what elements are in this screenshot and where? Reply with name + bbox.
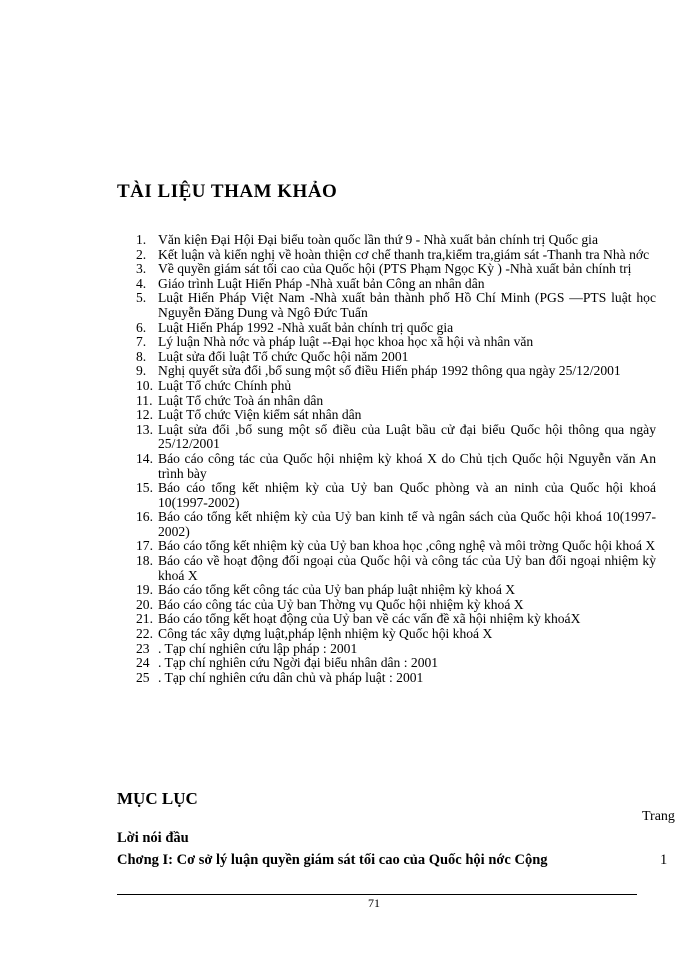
reference-item [136,452,656,481]
reference-item [136,671,656,686]
reference-item [136,612,656,627]
reference-item [136,394,656,409]
toc-entry-chapter-1: Chơng I: Cơ sở lý luận quyền giám sát tối cao của Quốc hội nớc Cộng [117,852,548,868]
reference-number: 21. [136,611,153,627]
reference-number: 12. [136,407,153,423]
reference-item [136,481,656,510]
reference-text: Luật Tổ chức Toà án nhân dân [158,392,324,408]
reference-text: Báo cáo tổng kết nhiệm kỳ của Uỷ ban kinh tế và ngân sách của Quốc hội khoá 10(1997-2002) [158,509,656,539]
reference-text: . Tạp chí nghiên cứu dân chủ và pháp luật : 2001 [158,669,424,685]
reference-item [136,262,656,277]
reference-item [136,642,656,657]
reference-number: 22. [136,626,153,642]
reference-item [136,423,656,452]
reference-item [136,627,656,642]
reference-text: Báo cáo công tác của Uỷ ban Thờng vụ Quốc hội nhiệm kỳ khoá X [158,596,524,612]
reference-number: 23 [136,640,150,656]
reference-number: 18. [136,553,153,569]
reference-number: 2. [136,246,147,262]
reference-item [136,656,656,671]
reference-item [136,539,656,554]
toc-heading: MỤC LỤC [117,789,198,808]
reference-number: 19. [136,582,153,598]
reference-number: 10. [136,377,153,393]
reference-number: 1. [136,232,147,247]
reference-item [136,248,656,263]
reference-number: 14. [136,450,153,466]
reference-number: 13. [136,421,153,437]
reference-text: Kết luận và kiến nghị về hoàn thiện cơ chế thanh tra,kiểm tra,giám sát -Thanh tra Nhà nớc [158,246,650,262]
reference-text: Báo cáo về hoạt động đối ngoại của Quốc hội và công tác của Uỷ ban đối ngoại nhiệm kỳ khoá X [158,553,656,583]
reference-item [136,291,656,320]
reference-text: Nghị quyết sửa đổi ,bổ sung một số điều Hiến pháp 1992 thông qua ngày 25/12/2001 [158,363,621,379]
reference-list [136,233,656,685]
reference-text: Luật Hiến Pháp 1992 -Nhà xuất bản chính trị quốc gia [158,319,454,335]
reference-text: Luật Hiến Pháp Việt Nam -Nhà xuất bản thành phố Hồ Chí Minh (PGS —PTS luật học Nguyễn Đăng Dung và Ngô Đức Tuấn [158,290,656,320]
reference-number: 3. [136,261,147,277]
reference-item [136,583,656,598]
page-number: 71 [368,896,380,910]
reference-item [136,554,656,583]
reference-text: Báo cáo tổng kết nhiệm kỳ của Uỷ ban Quốc phòng và an ninh của Quốc hội khoá 10(1997-2002) [158,480,656,510]
reference-number: 9. [136,363,147,379]
reference-number: 4. [136,275,147,291]
reference-number: 15. [136,480,153,496]
reference-item [136,408,656,423]
reference-text: . Tạp chí nghiên cứu lập pháp : 2001 [158,640,358,656]
reference-text: Luật sửa đổi ,bổ sung một số điều của Luật bầu cử đại biểu Quốc hội thông qua ngày 25/12/2001 [158,421,656,452]
reference-item [136,233,656,248]
reference-text: Báo cáo tổng kết công tác của Uỷ ban pháp luật nhiệm kỳ khoá X [158,582,516,598]
reference-text: Văn kiện Đại Hội Đại biểu toàn quốc lần thứ 9 - Nhà xuất bản chính trị Quốc gia [158,232,598,247]
reference-text: Báo cáo công tác của Quốc hội nhiệm kỳ khoá X do Chủ tịch Quốc hội Nguyễn văn An trình bày [158,450,656,481]
reference-number: 25 [136,669,150,685]
toc-page-column-label: Trang [642,809,675,824]
reference-text: Báo cáo tổng kết hoạt động của Uỷ ban về các vấn đề xã hội nhiệm kỳ khoáX [158,611,581,627]
reference-item [136,277,656,292]
toc-entry-foreword: Lời nói đầu [117,830,189,846]
reference-item [136,598,656,613]
reference-number: 24 [136,655,150,671]
reference-text: Lý luận Nhà nớc và pháp luật --Đại học khoa học xã hội và nhân văn [158,334,534,350]
reference-item [136,350,656,365]
reference-text: Về quyền giám sát tối cao của Quốc hội (PTS Phạm Ngọc Kỳ ) -Nhà xuất bản chính trị [158,261,632,277]
footer-rule [117,894,637,895]
reference-number: 16. [136,509,153,525]
reference-item [136,379,656,394]
reference-text: Giáo trình Luật Hiến Pháp -Nhà xuất bản Công an nhân dân [158,275,485,291]
reference-number: 8. [136,348,147,364]
reference-item [136,321,656,336]
reference-number: 5. [136,290,147,306]
reference-text: Luật Tổ chức Chính phủ [158,377,292,393]
reference-number: 17. [136,538,153,554]
reference-item [136,510,656,539]
reference-number: 11. [136,392,153,408]
reference-number: 6. [136,319,147,335]
reference-text: Công tác xây dựng luật,pháp lệnh nhiệm kỳ Quốc hội khoá X [158,626,493,642]
reference-item [136,335,656,350]
reference-number: 7. [136,334,147,350]
reference-text: Báo cáo tổng kết nhiệm kỳ của Uỷ ban khoa học ,công nghệ và môi trờng Quốc hội khoá X [158,538,656,554]
reference-text: Luật Tổ chức Viện kiểm sát nhân dân [158,407,362,423]
references-heading: TÀI LIỆU THAM KHẢO [117,181,338,202]
reference-text: . Tạp chí nghiên cứu Ngời đại biểu nhân dân : 2001 [158,655,439,671]
reference-text: Luật sửa đổi luật Tổ chức Quốc hội năm 2001 [158,348,409,364]
reference-item [136,364,656,379]
reference-number: 20. [136,596,153,612]
toc-entry-chapter-1-page: 1 [660,852,668,868]
